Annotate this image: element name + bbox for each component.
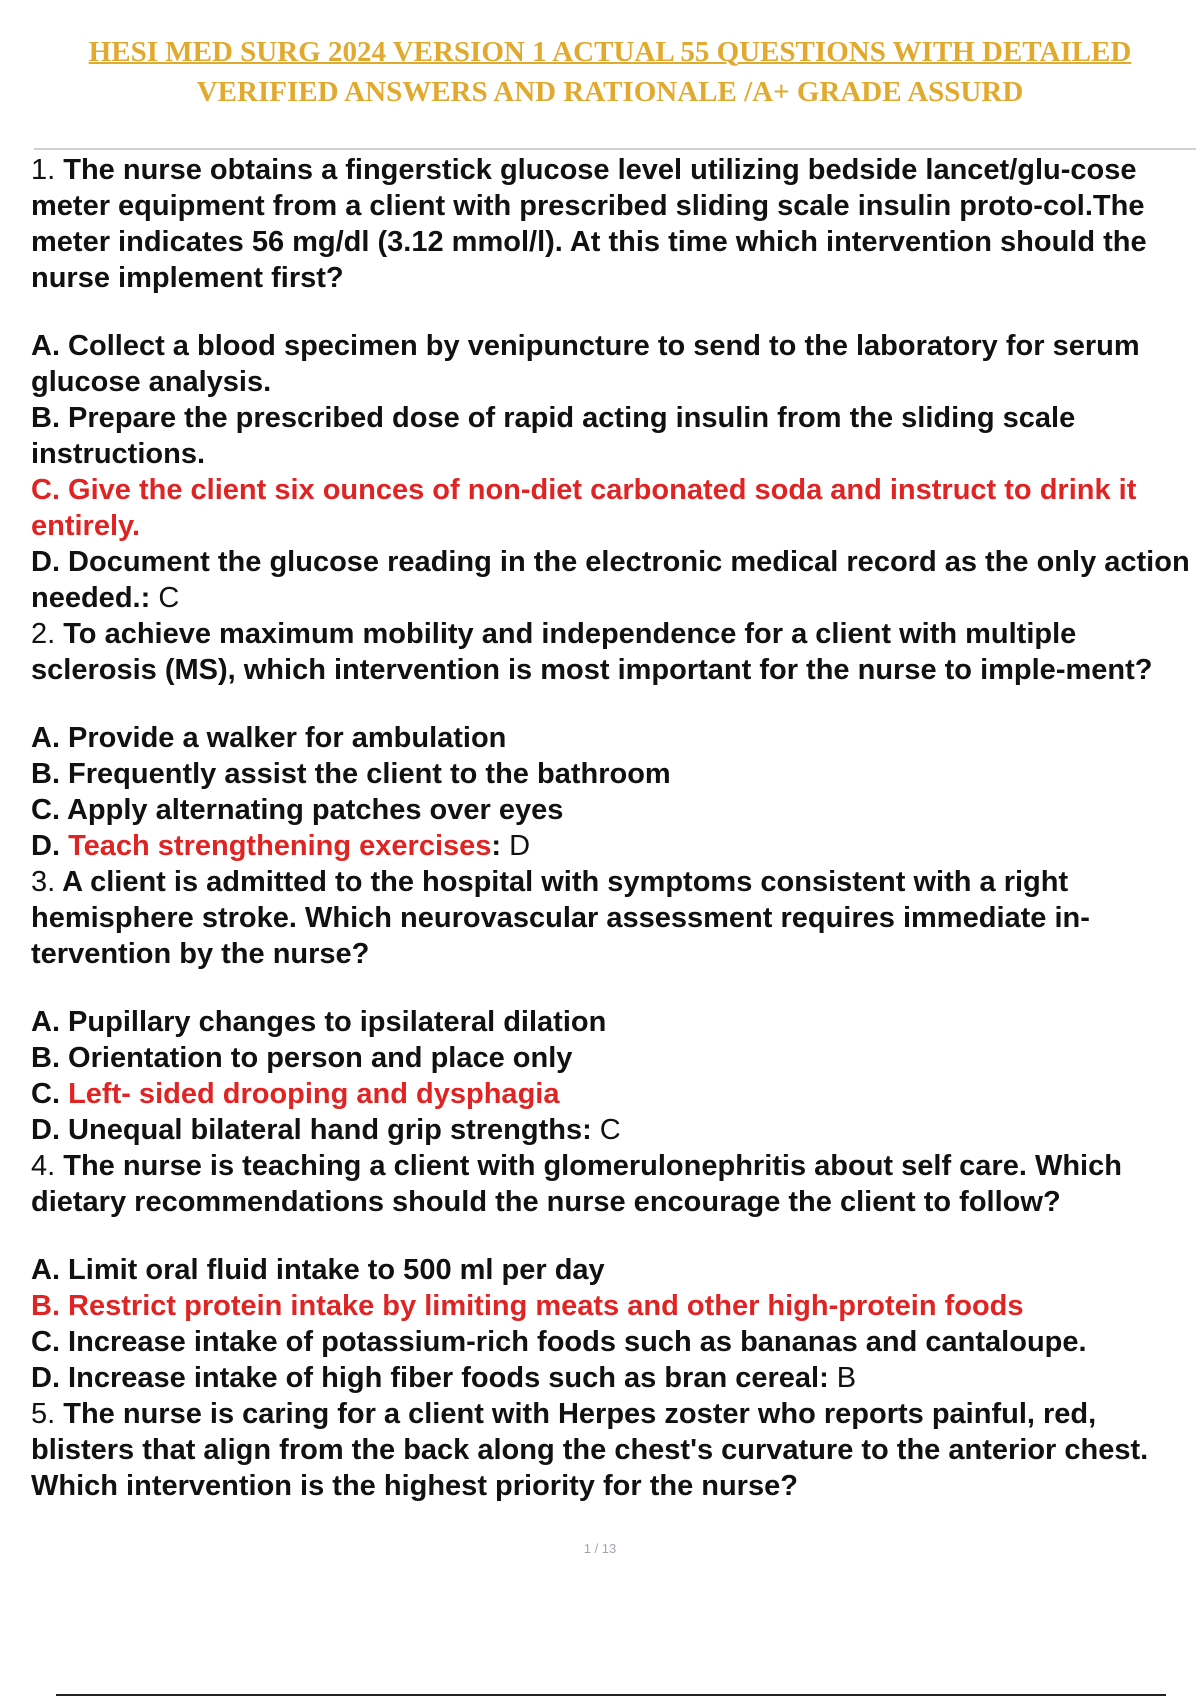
question-text: A client is admitted to the hospital with symptoms consistent with a right hemisphere stroke. Which neurovascular assessment requires immediate in-tervention by the nurse? [31, 866, 1090, 970]
question-5 [31, 1396, 1200, 1504]
question-stem [31, 152, 1200, 296]
question-number: 4. [31, 1150, 56, 1182]
footer-divider [56, 1694, 1166, 1696]
option-c-prefix: C. [31, 1078, 60, 1110]
option-a: A. Limit oral fluid intake to 500 ml per day [31, 1254, 605, 1286]
question-text: To achieve maximum mobility and independence for a client with multiple sclerosis (MS), which intervention is most important for the nurse to imple-ment? [31, 618, 1153, 686]
question-number: 1. [31, 154, 56, 186]
answer-key: D [509, 830, 531, 862]
option-b: B. Frequently assist the client to the bathroom [31, 758, 671, 790]
option-d-prefix: D. [31, 830, 60, 862]
question-text: The nurse is teaching a client with glomerulonephritis about self care. Which dietary recommendations should the nurse encourage the client to follow? [31, 1150, 1122, 1218]
question-2 [31, 616, 1200, 864]
option-b-correct: B. Restrict protein intake by limiting meats and other high-protein foods [31, 1290, 1024, 1322]
title-line-2: VERIFIED ANSWERS AND RATIONALE /A+ GRADE ASSURD [196, 76, 1024, 108]
option-d [31, 1360, 1200, 1396]
question-stem [31, 1148, 1200, 1220]
option-b: B. Prepare the prescribed dose of rapid acting insulin from the sliding scale instructions. [31, 402, 1076, 470]
question-list [31, 152, 1200, 1504]
question-number: 5. [31, 1398, 56, 1430]
question-stem [31, 616, 1200, 688]
question-number: 2. [31, 618, 56, 650]
option-d [31, 828, 1200, 864]
question-number: 3. [31, 866, 56, 898]
question-1 [31, 152, 1200, 616]
title-line-1: HESI MED SURG 2024 VERSION 1 ACTUAL 55 QUESTIONS WITH DETAILED [88, 36, 1132, 68]
answer-key: C [599, 1114, 621, 1146]
option-c-correct: C. Give the client six ounces of non-diet carbonated soda and instruct to drink it entirely. [31, 474, 1137, 542]
option-d [31, 1112, 1200, 1148]
question-4 [31, 1148, 1200, 1396]
option-c: C. Apply alternating patches over eyes [31, 794, 564, 826]
option-c [31, 1076, 1200, 1112]
header-divider [34, 148, 1196, 150]
page-indicator: 1 / 13 [583, 1541, 617, 1556]
option-b: B. Orientation to person and place only [31, 1042, 573, 1074]
option-d-text: D. Document the glucose reading in the electronic medical record as the only action needed.: [31, 546, 1190, 614]
option-d-text: D. Unequal bilateral hand grip strengths: [31, 1114, 592, 1146]
answer-key: C [158, 582, 180, 614]
answer-key: B [836, 1362, 857, 1394]
option-d-suffix: : [491, 830, 502, 862]
option-a: A. Collect a blood specimen by venipuncture to send to the laboratory for serum glucose analysis. [31, 330, 1140, 398]
option-a: A. Pupillary changes to ipsilateral dilation [31, 1006, 607, 1038]
question-stem [31, 864, 1200, 972]
option-c: C. Increase intake of potassium-rich foods such as bananas and cantaloupe. [31, 1326, 1087, 1358]
document-title [30, 32, 1190, 112]
question-3 [31, 864, 1200, 1148]
option-d [31, 544, 1200, 616]
question-stem [31, 1396, 1200, 1504]
option-d-correct-text: Teach strengthening exercises [68, 830, 492, 862]
option-a: A. Provide a walker for ambulation [31, 722, 507, 754]
question-text: The nurse obtains a fingerstick glucose level utilizing bedside lancet/glu-cose meter equipment from a client with prescribed sliding scale insulin proto-col.The meter indicates 56 mg/dl (3.12 mmol/l). At this time which intervention should the nurse implement first? [31, 154, 1147, 294]
option-c-correct-text: Left- sided drooping and dysphagia [68, 1078, 560, 1110]
option-d-text: D. Increase intake of high fiber foods such as bran cereal: [31, 1362, 829, 1394]
question-text: The nurse is caring for a client with Herpes zoster who reports painful, red, blisters that align from the back along the chest's curvature to the anterior chest. Which intervention is the highest priority for the nurse? [31, 1398, 1149, 1502]
